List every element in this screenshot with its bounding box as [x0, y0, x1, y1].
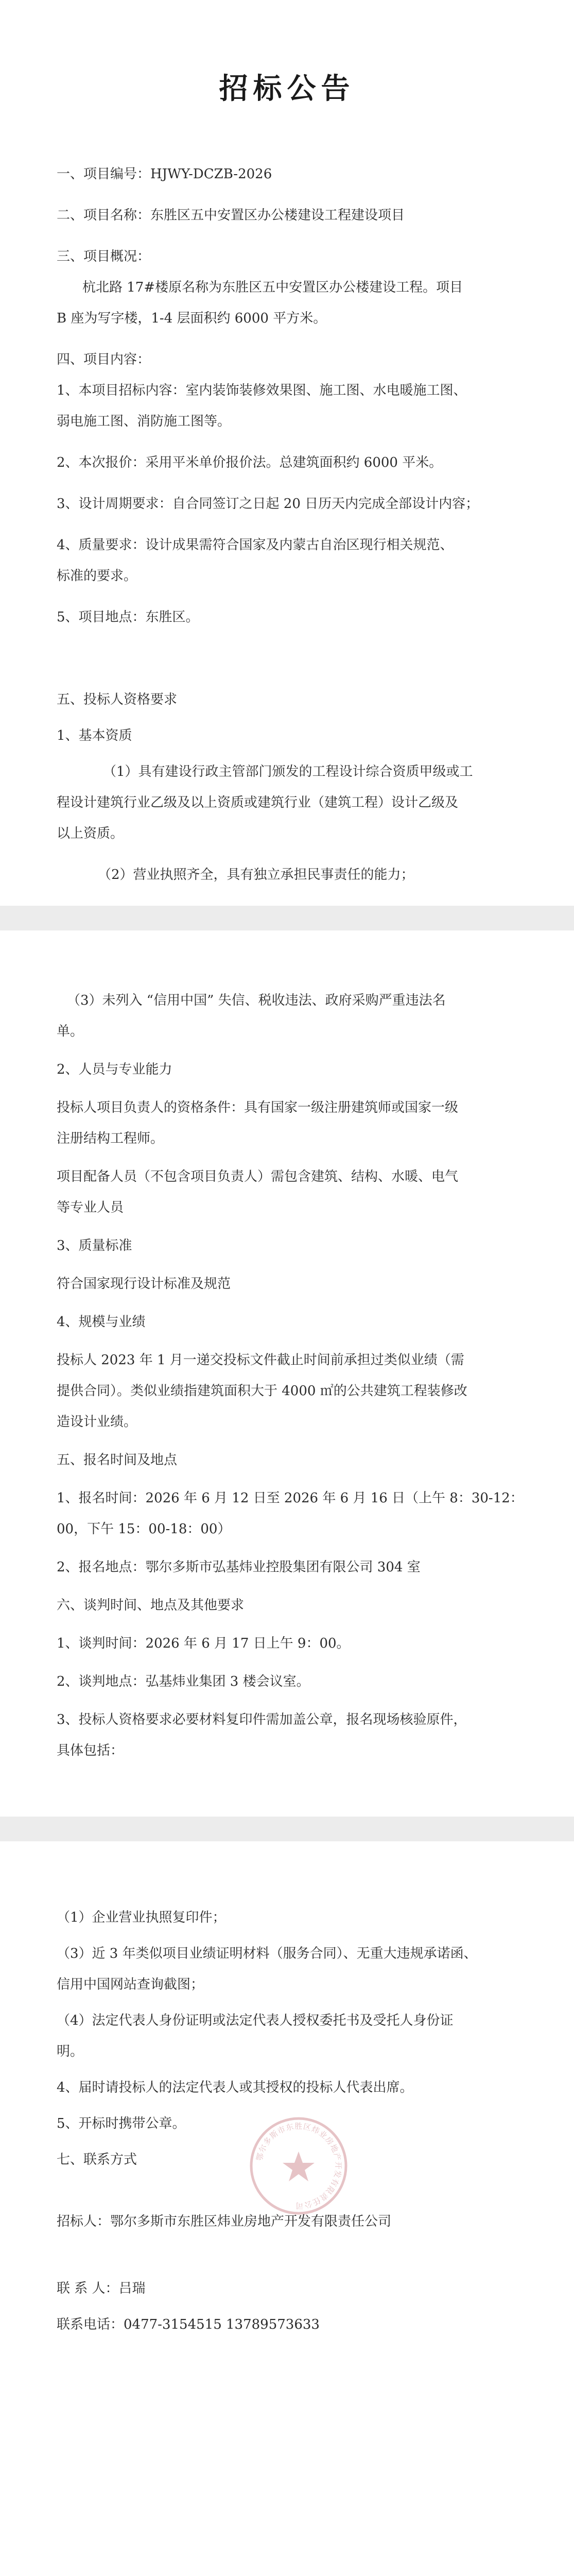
basic-qualification-heading: 1、基本资质: [57, 728, 132, 743]
material-4-line1: （4）法定代表人身份证明或法定代表人授权委托书及受托人身份证: [57, 2013, 454, 2028]
qualification-3-line1: （3）未列入 “信用中国” 失信、税收违法、政府采购严重违法名: [67, 993, 446, 1008]
page-title: 招标公告: [219, 72, 355, 106]
qualification-2: （2）营业执照齐全，具有独立承担民事责任的能力；: [98, 867, 414, 883]
content-heading: 四、项目内容：: [57, 352, 151, 367]
scale-heading: 4、规模与业绩: [57, 1314, 146, 1330]
project-manager-line2: 注册结构工程师。: [57, 1131, 164, 1146]
quality-heading: 3、质量标准: [57, 1238, 132, 1253]
contact-heading: 七、联系方式: [57, 2152, 137, 2167]
tenderer: 招标人：鄂尔多斯市东胜区炜业房地产开发有限责任公司: [57, 2214, 392, 2229]
performance-line3: 造设计业绩。: [57, 1414, 137, 1430]
page-separator: [0, 1817, 574, 1841]
overview-heading: 三、项目概况：: [57, 249, 151, 264]
material-3-line2: 信用中国网站查询截图；: [57, 1977, 204, 1992]
staff-line1: 项目配备人员（不包含项目负责人）需包含建筑、结构、水暖、电气: [57, 1169, 459, 1184]
materials-requirement-line1: 3、投标人资格要求必要材料复印件需加盖公章，报名现场核验原件，: [57, 1712, 467, 1727]
content-item-1-cont: 弱电施工图、消防施工图等。: [57, 414, 231, 429]
seal-text: 鄂尔多斯市东胜区炜业房地产开发有限责任公司: [254, 2121, 343, 2211]
content-item-3: 3、设计周期要求：自合同签订之日起 20 日历天内完成全部设计内容；: [57, 496, 479, 512]
qualification-heading: 五、投标人资格要求: [57, 692, 178, 707]
registration-time-line2: 00，下午 15：00-18：00）: [57, 1521, 231, 1537]
registration-place: 2、报名地点：鄂尔多斯市弘基炜业控股集团有限公司 304 室: [57, 1560, 421, 1575]
material-4-line2: 明。: [57, 2044, 84, 2059]
negotiation-heading: 六、谈判时间、地点及其他要求: [57, 1598, 245, 1613]
material-1: （1）企业营业执照复印件；: [57, 1910, 226, 1925]
requirement-5: 5、开标时携带公章。: [57, 2116, 186, 2131]
performance-line2: 提供合同）。类似业绩指建筑面积大于 4000 ㎡的公共建筑工程装修改: [57, 1383, 467, 1399]
project-name: 二、项目名称：东胜区五中安置区办公楼建设工程建设项目: [57, 208, 405, 223]
page-3: [0, 1841, 574, 2576]
qualification-1-line3: 以上资质。: [57, 826, 124, 841]
page-separator: [0, 906, 574, 930]
overview-text-line2: B 座为写字楼，1-4 层面积约 6000 平方米。: [57, 311, 327, 326]
materials-requirement-line2: 具体包括：: [57, 1743, 124, 1758]
qualification-3-line2: 单。: [57, 1024, 84, 1039]
contact-phone: 联系电话：0477-3154515 13789573633: [57, 2317, 320, 2332]
content-item-4-cont: 标准的要求。: [57, 568, 137, 584]
registration-time-line1: 1、报名时间：2026 年 6 月 12 日至 2026 年 6 月 16 日（上午 8：30-12：: [57, 1490, 524, 1506]
negotiation-place: 2、谈判地点：弘基炜业集团 3 楼会议室。: [57, 1674, 310, 1689]
content-item-1: 1、本项目招标内容：室内装饰装修效果图、施工图、水电暖施工图、: [57, 383, 467, 398]
project-manager-line1: 投标人项目负责人的资格条件：具有国家一级注册建筑师或国家一级: [57, 1100, 459, 1115]
qualification-1-line2: 程设计建筑行业乙级及以上资质或建筑行业（建筑工程）设计乙级及: [57, 795, 459, 810]
negotiation-time: 1、谈判时间：2026 年 6 月 17 日上午 9：00。: [57, 1636, 350, 1651]
page-1: [0, 0, 574, 906]
quality-text: 符合国家现行设计标准及规范: [57, 1276, 231, 1292]
page-2: [0, 930, 574, 1817]
material-3-line1: （3）近 3 年类似项目业绩证明材料（服务合同）、无重大违规承诺函、: [57, 1946, 477, 1961]
registration-heading: 五、报名时间及地点: [57, 1452, 178, 1468]
overview-text-line1: 杭北路 17#楼原名称为东胜区五中安置区办公楼建设工程。项目: [82, 280, 463, 295]
project-number: 一、项目编号：HJWY-DCZB-2026: [57, 166, 272, 182]
personnel-heading: 2、人员与专业能力: [57, 1062, 172, 1077]
content-item-5: 5、项目地点：东胜区。: [57, 609, 199, 625]
content-item-2: 2、本次报价：采用平米单价报价法。总建筑面积约 6000 平米。: [57, 455, 443, 470]
performance-line1: 投标人 2023 年 1 月一递交投标文件截止时间前承担过类似业绩（需: [57, 1352, 464, 1368]
content-item-4: 4、质量要求：设计成果需符合国家及内蒙古自治区现行相关规范、: [57, 537, 454, 553]
requirement-4: 4、届时请投标人的法定代表人或其授权的投标人代表出席。: [57, 2080, 413, 2095]
staff-line2: 等专业人员: [57, 1200, 124, 1215]
contact-person: 联 系 人：吕瑞: [57, 2281, 146, 2296]
qualification-1-line1: （1）具有建设行政主管部门颁发的工程设计综合资质甲级或工: [103, 764, 473, 779]
